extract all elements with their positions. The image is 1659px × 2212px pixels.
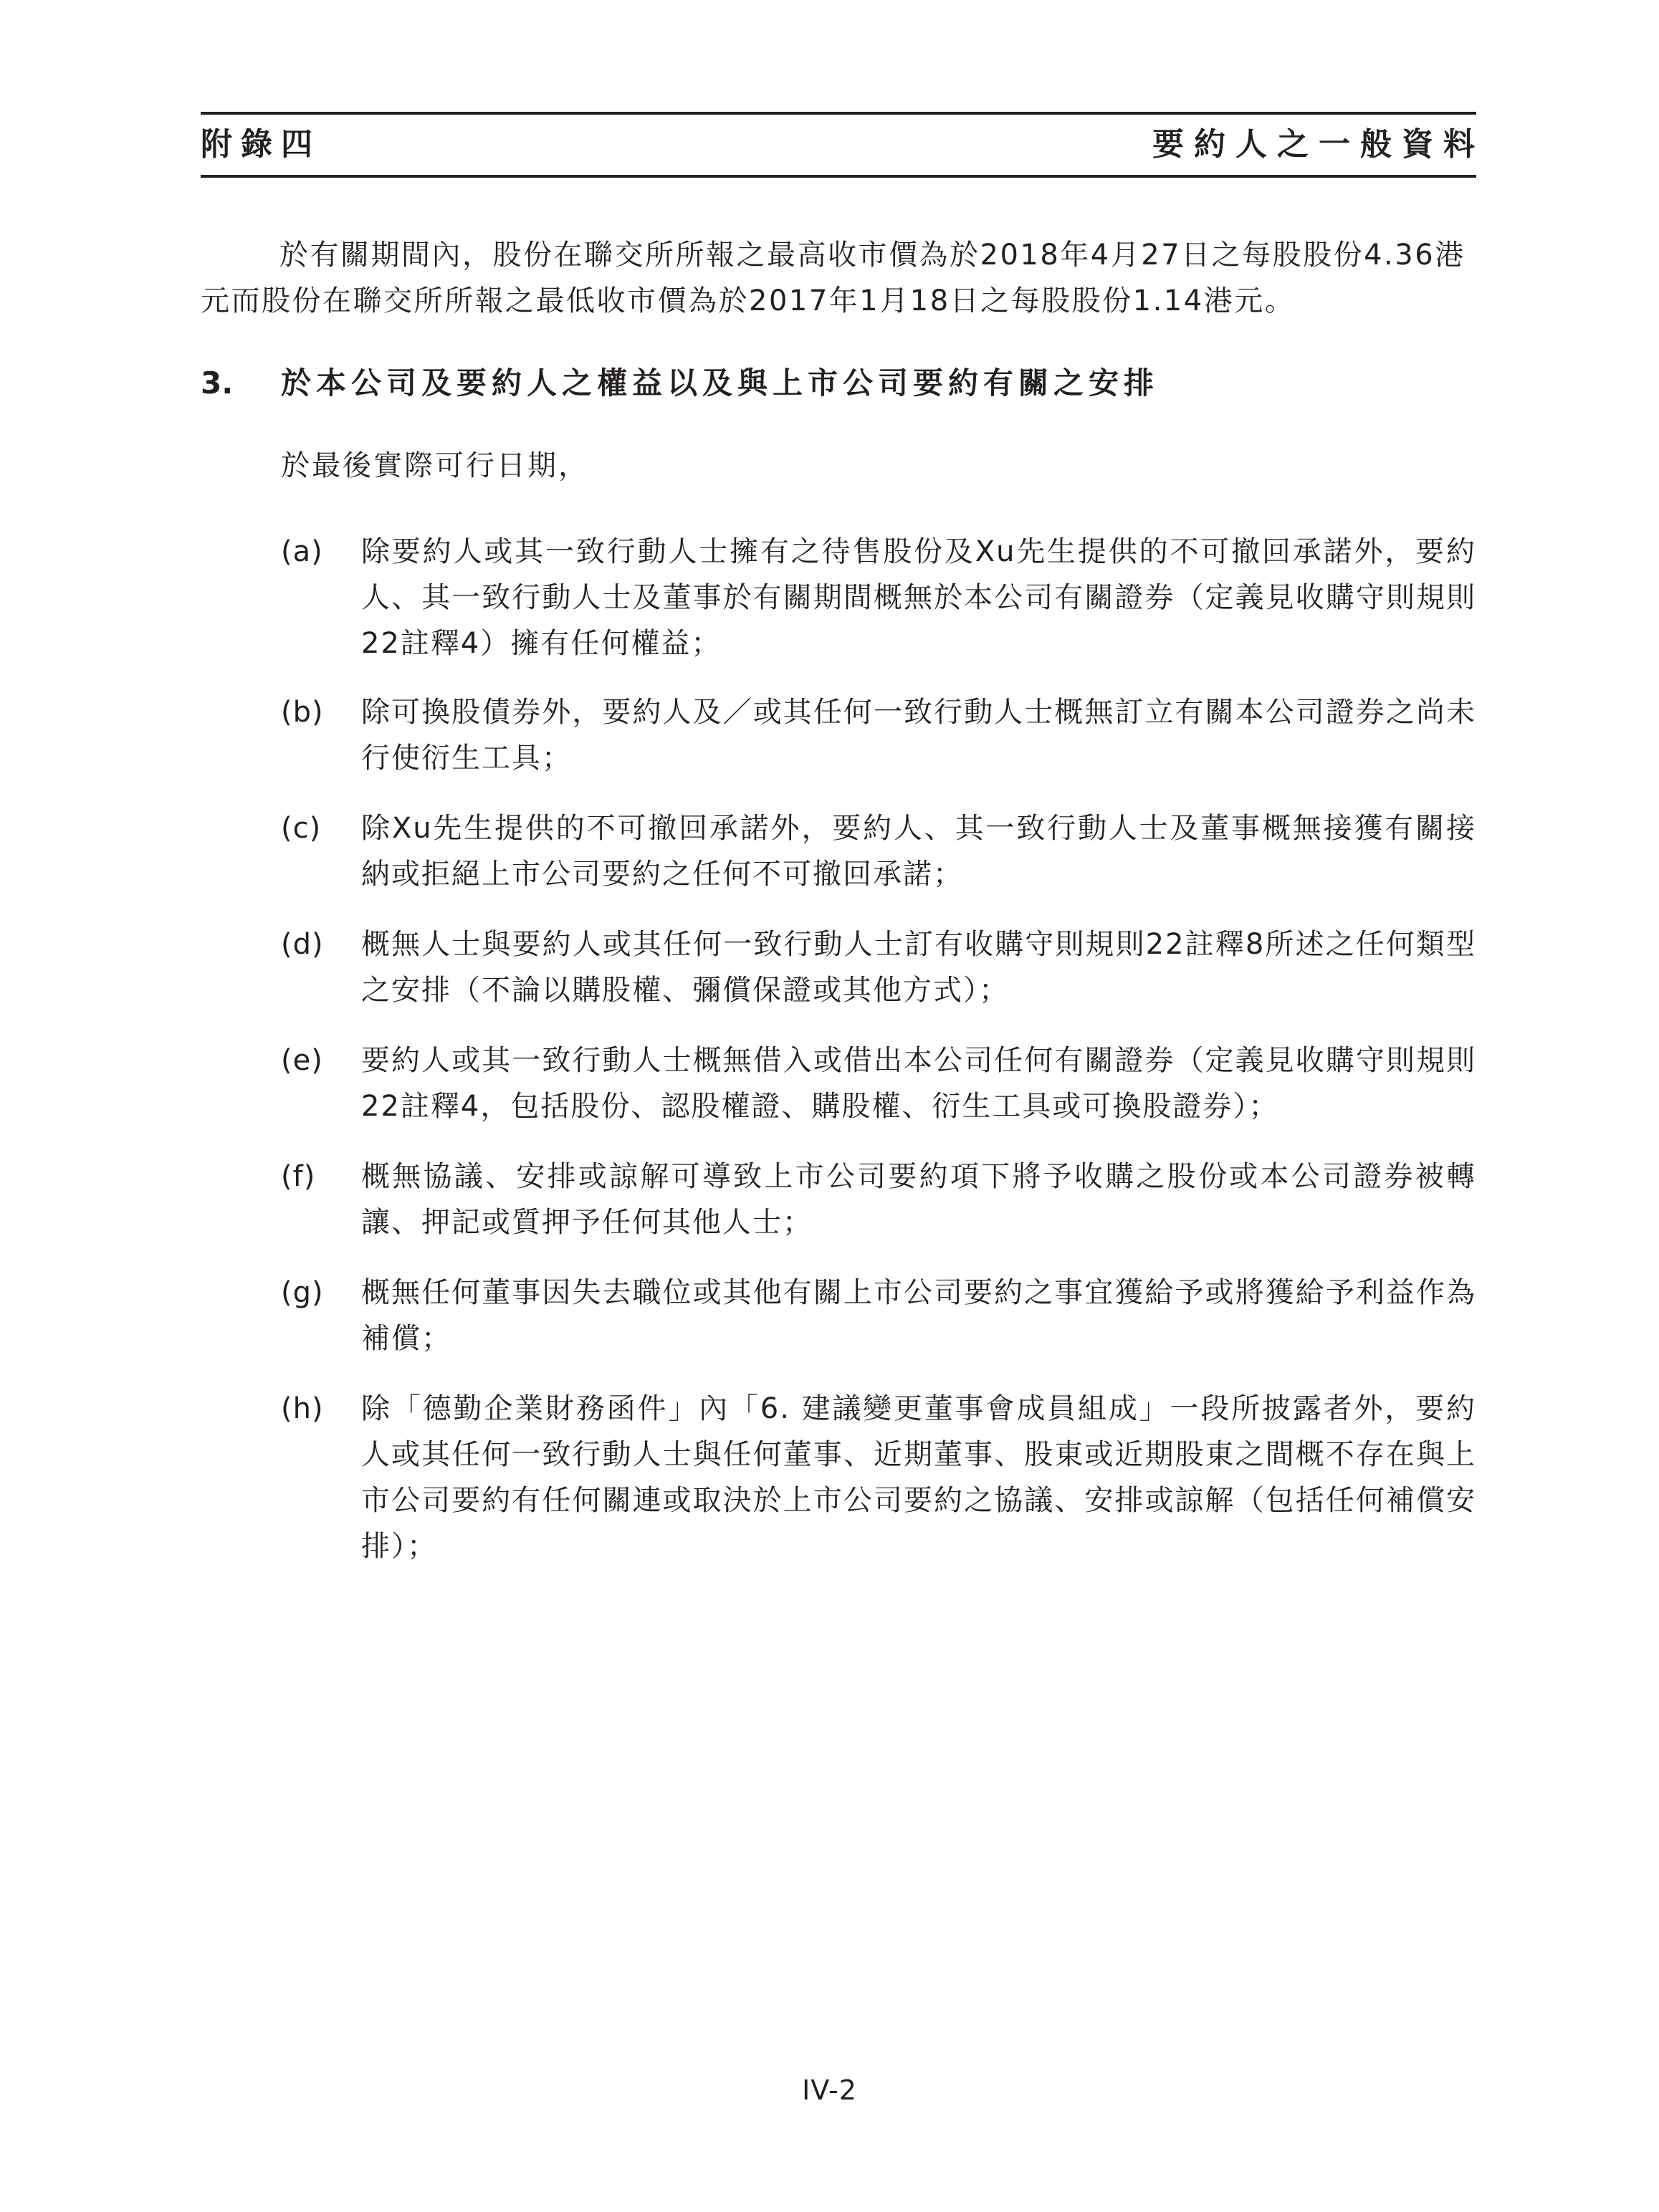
list-item-text: 概無協議、安排或諒解可導致上市公司要約項下將予收購之股份或本公司證券被轉讓、押記或質押予任何其他人士； bbox=[361, 1160, 1476, 1239]
list-item-label: (b) bbox=[281, 696, 324, 729]
section-lead: 於最後實際可行日期， bbox=[281, 449, 589, 482]
page-header bbox=[201, 112, 1485, 178]
list-item-label: (h) bbox=[281, 1392, 324, 1425]
appendix-title: 要約人之一般資料 bbox=[1152, 126, 1485, 163]
intro-paragraph: 於有關期間內，股份在聯交所所報之最高收市價為於2018年4月27日之每股股份4.36港元而股份在聯交所所報之最低收市價為於2017年1月18日之每股股份1.14港元。 bbox=[201, 239, 1466, 317]
list-item-label: (a) bbox=[281, 535, 323, 568]
list-item-text: 除「德勤企業財務函件」內「6. 建議變更董事會成員組成」一段所披露者外，要約人或其任何一致行動人士與任何董事、近期董事、股東或近期股東之間概不存在與上市公司要約有任何關連或取決於上市公司要約之協議、安排或諒解（包括任何補償安排）； bbox=[361, 1392, 1476, 1563]
list-item-label: (g) bbox=[281, 1276, 324, 1309]
list-item-text: 除要約人或其一致行動人士擁有之待售股份及Xu先生提供的不可撤回承諾外，要約人、其一致行動人士及董事於有關期間概無於本公司有關證券（定義見收購守則規則22註釋4）擁有任何權益； bbox=[361, 535, 1476, 660]
list-item-text: 除Xu先生提供的不可撤回承諾外，要約人、其一致行動人士及董事概無接獲有關接納或拒絕上市公司要約之任何不可撤回承諾； bbox=[361, 812, 1476, 891]
section-heading bbox=[201, 362, 1476, 405]
list-item-text: 除可換股債券外，要約人及／或其任何一致行動人士概無訂立有關本公司證券之尚未行使衍生工具； bbox=[361, 696, 1476, 775]
section-title: 於本公司及要約人之權益以及與上市公司要約有關之安排 bbox=[281, 365, 1160, 401]
page-number: IV-2 bbox=[802, 2074, 857, 2106]
list-item-text: 要約人或其一致行動人士概無借入或借出本公司任何有關證券（定義見收購守則規則22註釋4，包括股份、認股權證、購股權、衍生工具或可換股證券）； bbox=[361, 1044, 1476, 1123]
list-item-text: 概無人士與要約人或其任何一致行動人士訂有收購守則規則22註釋8所述之任何類型之安排（不論以購股權、彌償保證或其他方式）； bbox=[361, 928, 1476, 1007]
list-item-label: (e) bbox=[281, 1044, 323, 1077]
list-item-label: (f) bbox=[281, 1160, 316, 1193]
list-item-label: (c) bbox=[281, 812, 322, 845]
list-item-label: (d) bbox=[281, 928, 324, 961]
section-number: 3. bbox=[201, 365, 234, 401]
appendix-label: 附錄四 bbox=[201, 126, 321, 163]
list-item-text: 概無任何董事因失去職位或其他有關上市公司要約之事宜獲給予或將獲給予利益作為補償； bbox=[361, 1276, 1476, 1355]
